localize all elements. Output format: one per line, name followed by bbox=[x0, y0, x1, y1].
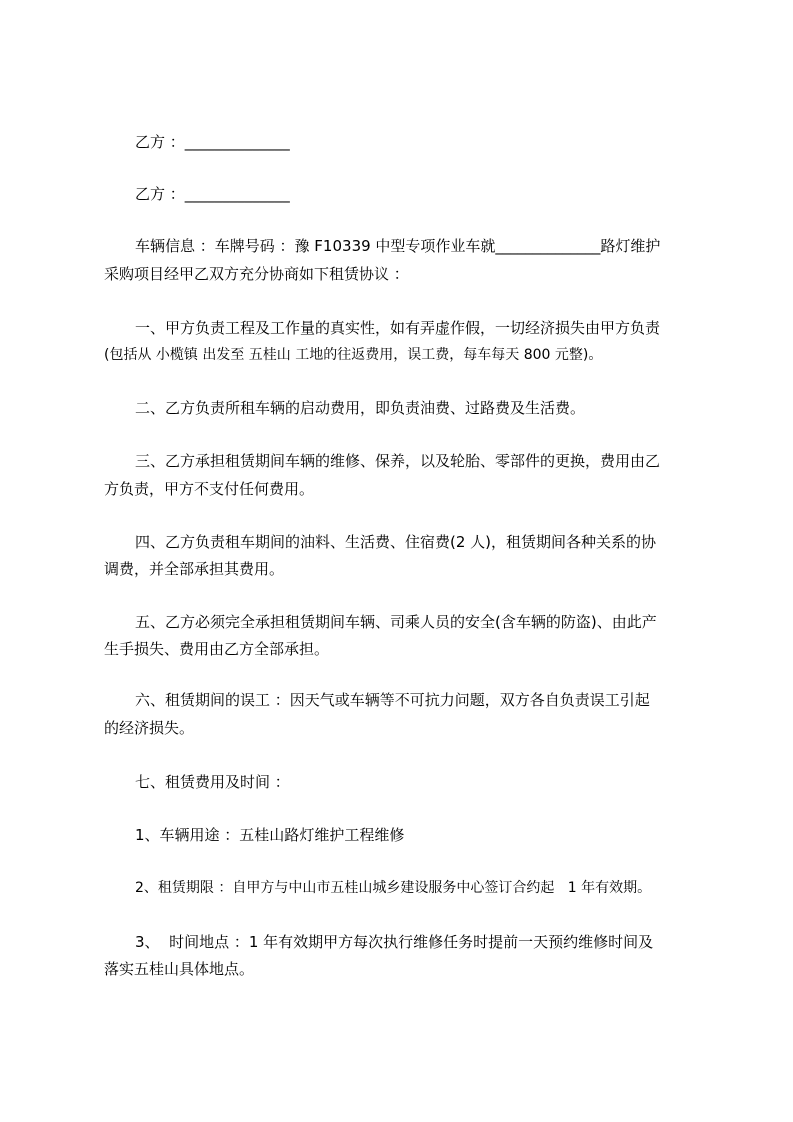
clause-5-line-1: 五、乙方必须完全承担租赁期间车辆、司乘人员的安全(含车辆的防盗)、由此产 bbox=[135, 613, 657, 631]
clause-5-line-2: 生手损失、费用由乙方全部承担。 bbox=[104, 640, 330, 658]
clause-3-line-2: 方负责，甲方不支付任何费用。 bbox=[104, 480, 315, 498]
vehicle-info-line-1: 车辆信息 ：车牌号码 ：豫 F10339 中型专项作业车就______________路灯维护 bbox=[135, 237, 661, 255]
sub-item-1-line-1: 1、车辆用途 ：五桂山路灯维护工程维修 bbox=[135, 826, 405, 844]
clause-3-line-1: 三、乙方承担租赁期间车辆的维修、保养，以及轮胎、零部件的更换，费用由乙 bbox=[135, 452, 661, 470]
clause-6-line-2: 的经济损失。 bbox=[104, 719, 195, 737]
clause-2-line-1: 二、乙方负责所租车辆的启动费用，即负责油费、过路费及生活费。 bbox=[135, 399, 586, 417]
clause-7-line-1: 七、租赁费用及时间 ： bbox=[135, 773, 290, 791]
vehicle-info-line-2: 采购项目经甲乙双方充分协商如下租赁协议 ： bbox=[104, 265, 409, 283]
sub-item-2-line-1: 2、租赁期限 ：自甲方与中山市五桂山城乡建设服务中心签订合约起 1 年有效期。 bbox=[135, 880, 652, 896]
party-b-line-1: 乙方 ：______________ bbox=[135, 133, 290, 151]
clause-4-line-1: 四、乙方负责租车期间的油料、生活费、住宿费(2 人)，租赁期间各种关系的协 bbox=[135, 533, 657, 551]
clause-6-line-1: 六、租赁期间的误工 ：因天气或车辆等不可抗力问题，双方各自负责误工引起 bbox=[135, 691, 650, 709]
clause-4-line-2: 调费，并全部承担其费用。 bbox=[104, 560, 285, 578]
sub-item-3-line-2: 落实五桂山具体地点。 bbox=[104, 960, 255, 978]
clause-1-line-2: (包括从 小榄镇 出发至 五桂山 工地的往返费用，误工费，每车每天 800 元整)。 bbox=[104, 347, 603, 363]
clause-1-line-1: 一、甲方负责工程及工作量的真实性，如有弄虚作假，一切经济损失由甲方负责 bbox=[135, 319, 661, 337]
sub-item-3-line-1: 3、 时间地点 ：1 年有效期甲方每次执行维修任务时提前一天预约维修时间及 bbox=[135, 933, 654, 951]
party-b-line-2: 乙方 ：______________ bbox=[135, 185, 290, 203]
